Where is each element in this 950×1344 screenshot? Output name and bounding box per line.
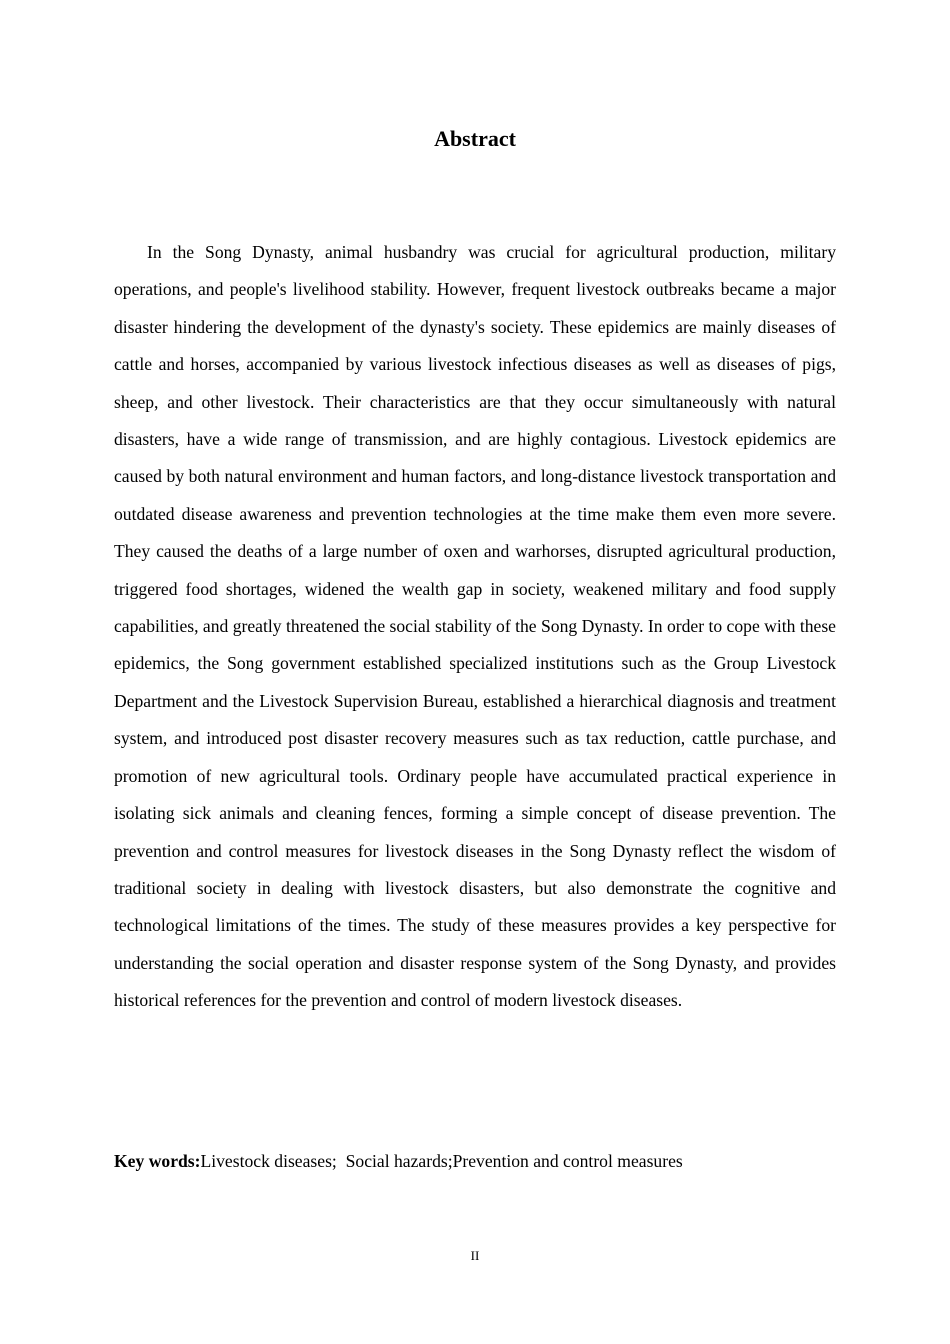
abstract-body: In the Song Dynasty, animal husbandry was crucial for agricultural production, military operations, and people's livelihood stability. However, frequent livestock outbreaks became a major disaster hindering the development of the dynasty's society. These epidemics are mainly diseases of cattle and horses, accompanied by various livestock infectious diseases as well as diseases of pigs, sheep, and other livestock. Their characteristics are that they occur simultaneously with natural disasters, have a wide range of transmission, and are highly contagious. Livestock epidemics are caused by both natural environment and human factors, and long-distance livestock transportation and outdated disease awareness and prevention technologies at the time make them even more severe. They caused the deaths of a large number of oxen and warhorses, disrupted agricultural production, triggered food shortages, widened the wealth gap in society, weakened military and food supply capabilities, and greatly threatened the social stability of the Song Dynasty. In order to cope with these epidemics, the Song government established specialized institutions such as the Group Livestock Department and the Livestock Supervision Bureau, established a hierarchical diagnosis and treatment system, and introduced post disaster recovery measures such as tax reduction, cattle purchase, and promotion of new agricultural tools. Ordinary people have accumulated practical experience in isolating sick animals and cleaning fences, forming a simple concept of disease prevention. The prevention and control measures for livestock diseases in the Song Dynasty reflect the wisdom of traditional society in dealing with livestock disasters, but also demonstrate the cognitive and technological limitations of the times. The study of these measures provides a key perspective for understanding the social operation and disaster response system of the Song Dynasty, and provides historical references for the prevention and control of modern livestock diseases. — [114, 242, 836, 1011]
page-number: II — [470, 1248, 480, 1263]
keywords-line — [114, 1146, 836, 1176]
keywords-label: Key words: — [114, 1151, 201, 1171]
keywords-text: Livestock diseases; Social hazards;Prevention and control measures — [200, 1151, 683, 1171]
page-title: Abstract — [434, 126, 516, 151]
